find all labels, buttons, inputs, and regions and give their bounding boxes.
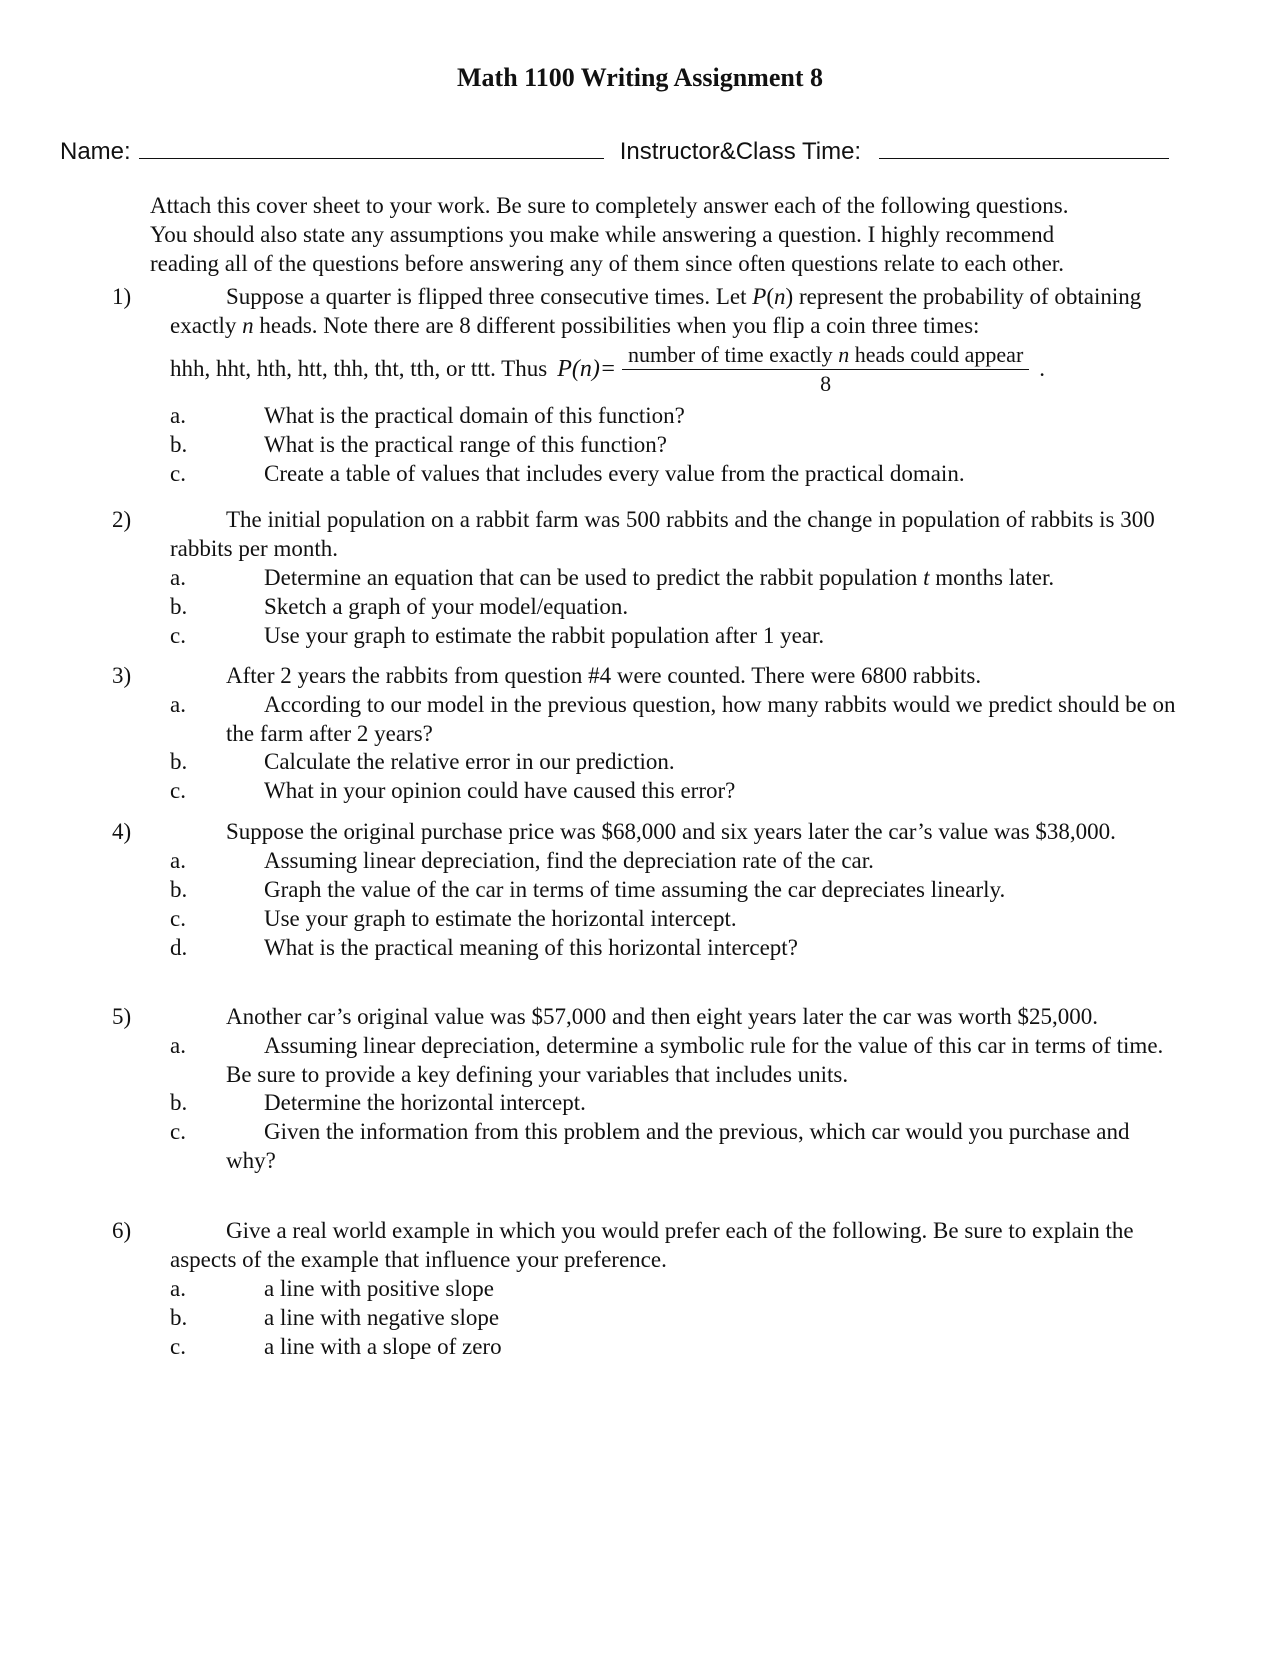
question-1 bbox=[112, 283, 1182, 489]
question-text: Give a real world example in which you would prefer each of the following. Be sure to explain the aspects of the example that influence your preference. bbox=[170, 1218, 1134, 1272]
question-number: 5) bbox=[112, 1004, 132, 1029]
formula-line bbox=[170, 341, 1182, 398]
subquestion: c. Use your graph to estimate the rabbit population after 1 year. bbox=[170, 622, 825, 648]
question-2 bbox=[112, 506, 1182, 651]
question-text: Suppose a quarter is flipped three consecutive times. Let P(n) represent the probability of obtaining exactly n heads. Note there are 8 different possibilities when you flip a coin three times: bbox=[170, 284, 1142, 338]
subquestion: a. What is the practical domain of this function? bbox=[170, 402, 685, 428]
subquestion: c. What in your opinion could have caused this error? bbox=[170, 778, 736, 804]
instructions-line: Attach this cover sheet to your work. Be sure to completely answer each of the following questions. bbox=[150, 193, 1069, 218]
instructions-line: You should also state any assumptions you make while answering a question. I highly recommend bbox=[150, 221, 1055, 247]
question-text: The initial population on a rabbit farm was 500 rabbits and the change in population of rabbits is 300 rabbits per month. bbox=[170, 507, 1155, 561]
question-number: 3) bbox=[112, 663, 132, 688]
question-number: 4) bbox=[112, 819, 132, 844]
probability-fraction bbox=[622, 341, 1029, 398]
name-label: Name: bbox=[60, 138, 131, 165]
instructions-line: reading all of the questions before answering any of them since often questions relate to each other. bbox=[150, 250, 1064, 276]
subquestion: b. Calculate the relative error in our prediction. bbox=[170, 749, 675, 775]
instructions bbox=[150, 192, 1160, 278]
subquestion: b. Sketch a graph of your model/equation. bbox=[170, 593, 629, 619]
subquestion: a. Assuming linear depreciation, determine a symbolic rule for the value of this car in terms of time. Be sure to provide a key defining your variables that includes units. bbox=[170, 1032, 1164, 1087]
question-number: 6) bbox=[112, 1218, 132, 1243]
subquestion: c. a line with a slope of zero bbox=[170, 1333, 502, 1359]
subquestion: c. Given the information from this problem and the previous, which car would you purchase and why? bbox=[170, 1119, 1130, 1173]
name-field-blank bbox=[139, 136, 604, 159]
question-3 bbox=[112, 662, 1182, 806]
question-text: Suppose the original purchase price was $68,000 and six years later the car’s value was $38,000. bbox=[226, 819, 1116, 844]
subquestion: d. What is the practical meaning of this horizontal intercept? bbox=[170, 934, 798, 960]
subquestion: b. a line with negative slope bbox=[170, 1304, 500, 1330]
fraction-numerator: number of time exactly n heads could appear bbox=[622, 341, 1029, 371]
subquestion: c. Create a table of values that includes every value from the practical domain. bbox=[170, 460, 965, 486]
subquestion: a. According to our model in the previous question, how many rabbits would we predict should be on the farm after 2 years? bbox=[170, 691, 1176, 746]
question-5 bbox=[112, 1003, 1182, 1176]
instructor-field-blank bbox=[879, 136, 1169, 159]
instructor-label: Instructor&Class Time: bbox=[619, 138, 862, 165]
subquestion: a. Assuming linear depreciation, find the depreciation rate of the car. bbox=[170, 847, 874, 873]
outcome-list: hhh, hht, hth, htt, thh, tht, tth, or ttt. Thus bbox=[170, 355, 548, 381]
question-4 bbox=[112, 818, 1182, 963]
subquestion: b. What is the practical range of this function? bbox=[170, 431, 667, 457]
fraction-denominator: 8 bbox=[820, 371, 832, 396]
question-text: Another car’s original value was $57,000 and then eight years later the car was worth $25,000. bbox=[226, 1004, 1099, 1029]
subquestion: c. Use your graph to estimate the horizontal intercept. bbox=[170, 905, 737, 931]
subquestion: b. Graph the value of the car in terms of time assuming the car depreciates linearly. bbox=[170, 876, 1006, 902]
formula-period: . bbox=[1039, 355, 1046, 381]
formula-lhs: P(n)= bbox=[557, 356, 617, 382]
question-6 bbox=[112, 1217, 1182, 1362]
subquestion: b. Determine the horizontal intercept. bbox=[170, 1090, 586, 1116]
subquestion: a. a line with positive slope bbox=[170, 1275, 494, 1301]
question-text: After 2 years the rabbits from question #4 were counted. There were 6800 rabbits. bbox=[226, 663, 982, 688]
question-number: 1) bbox=[112, 284, 132, 309]
page-title: Math 1100 Writing Assignment 8 bbox=[457, 63, 823, 92]
question-number: 2) bbox=[112, 507, 132, 532]
header-fields bbox=[60, 136, 1220, 167]
subquestion: a. Determine an equation that can be used to predict the rabbit population t months later. bbox=[170, 564, 1055, 590]
